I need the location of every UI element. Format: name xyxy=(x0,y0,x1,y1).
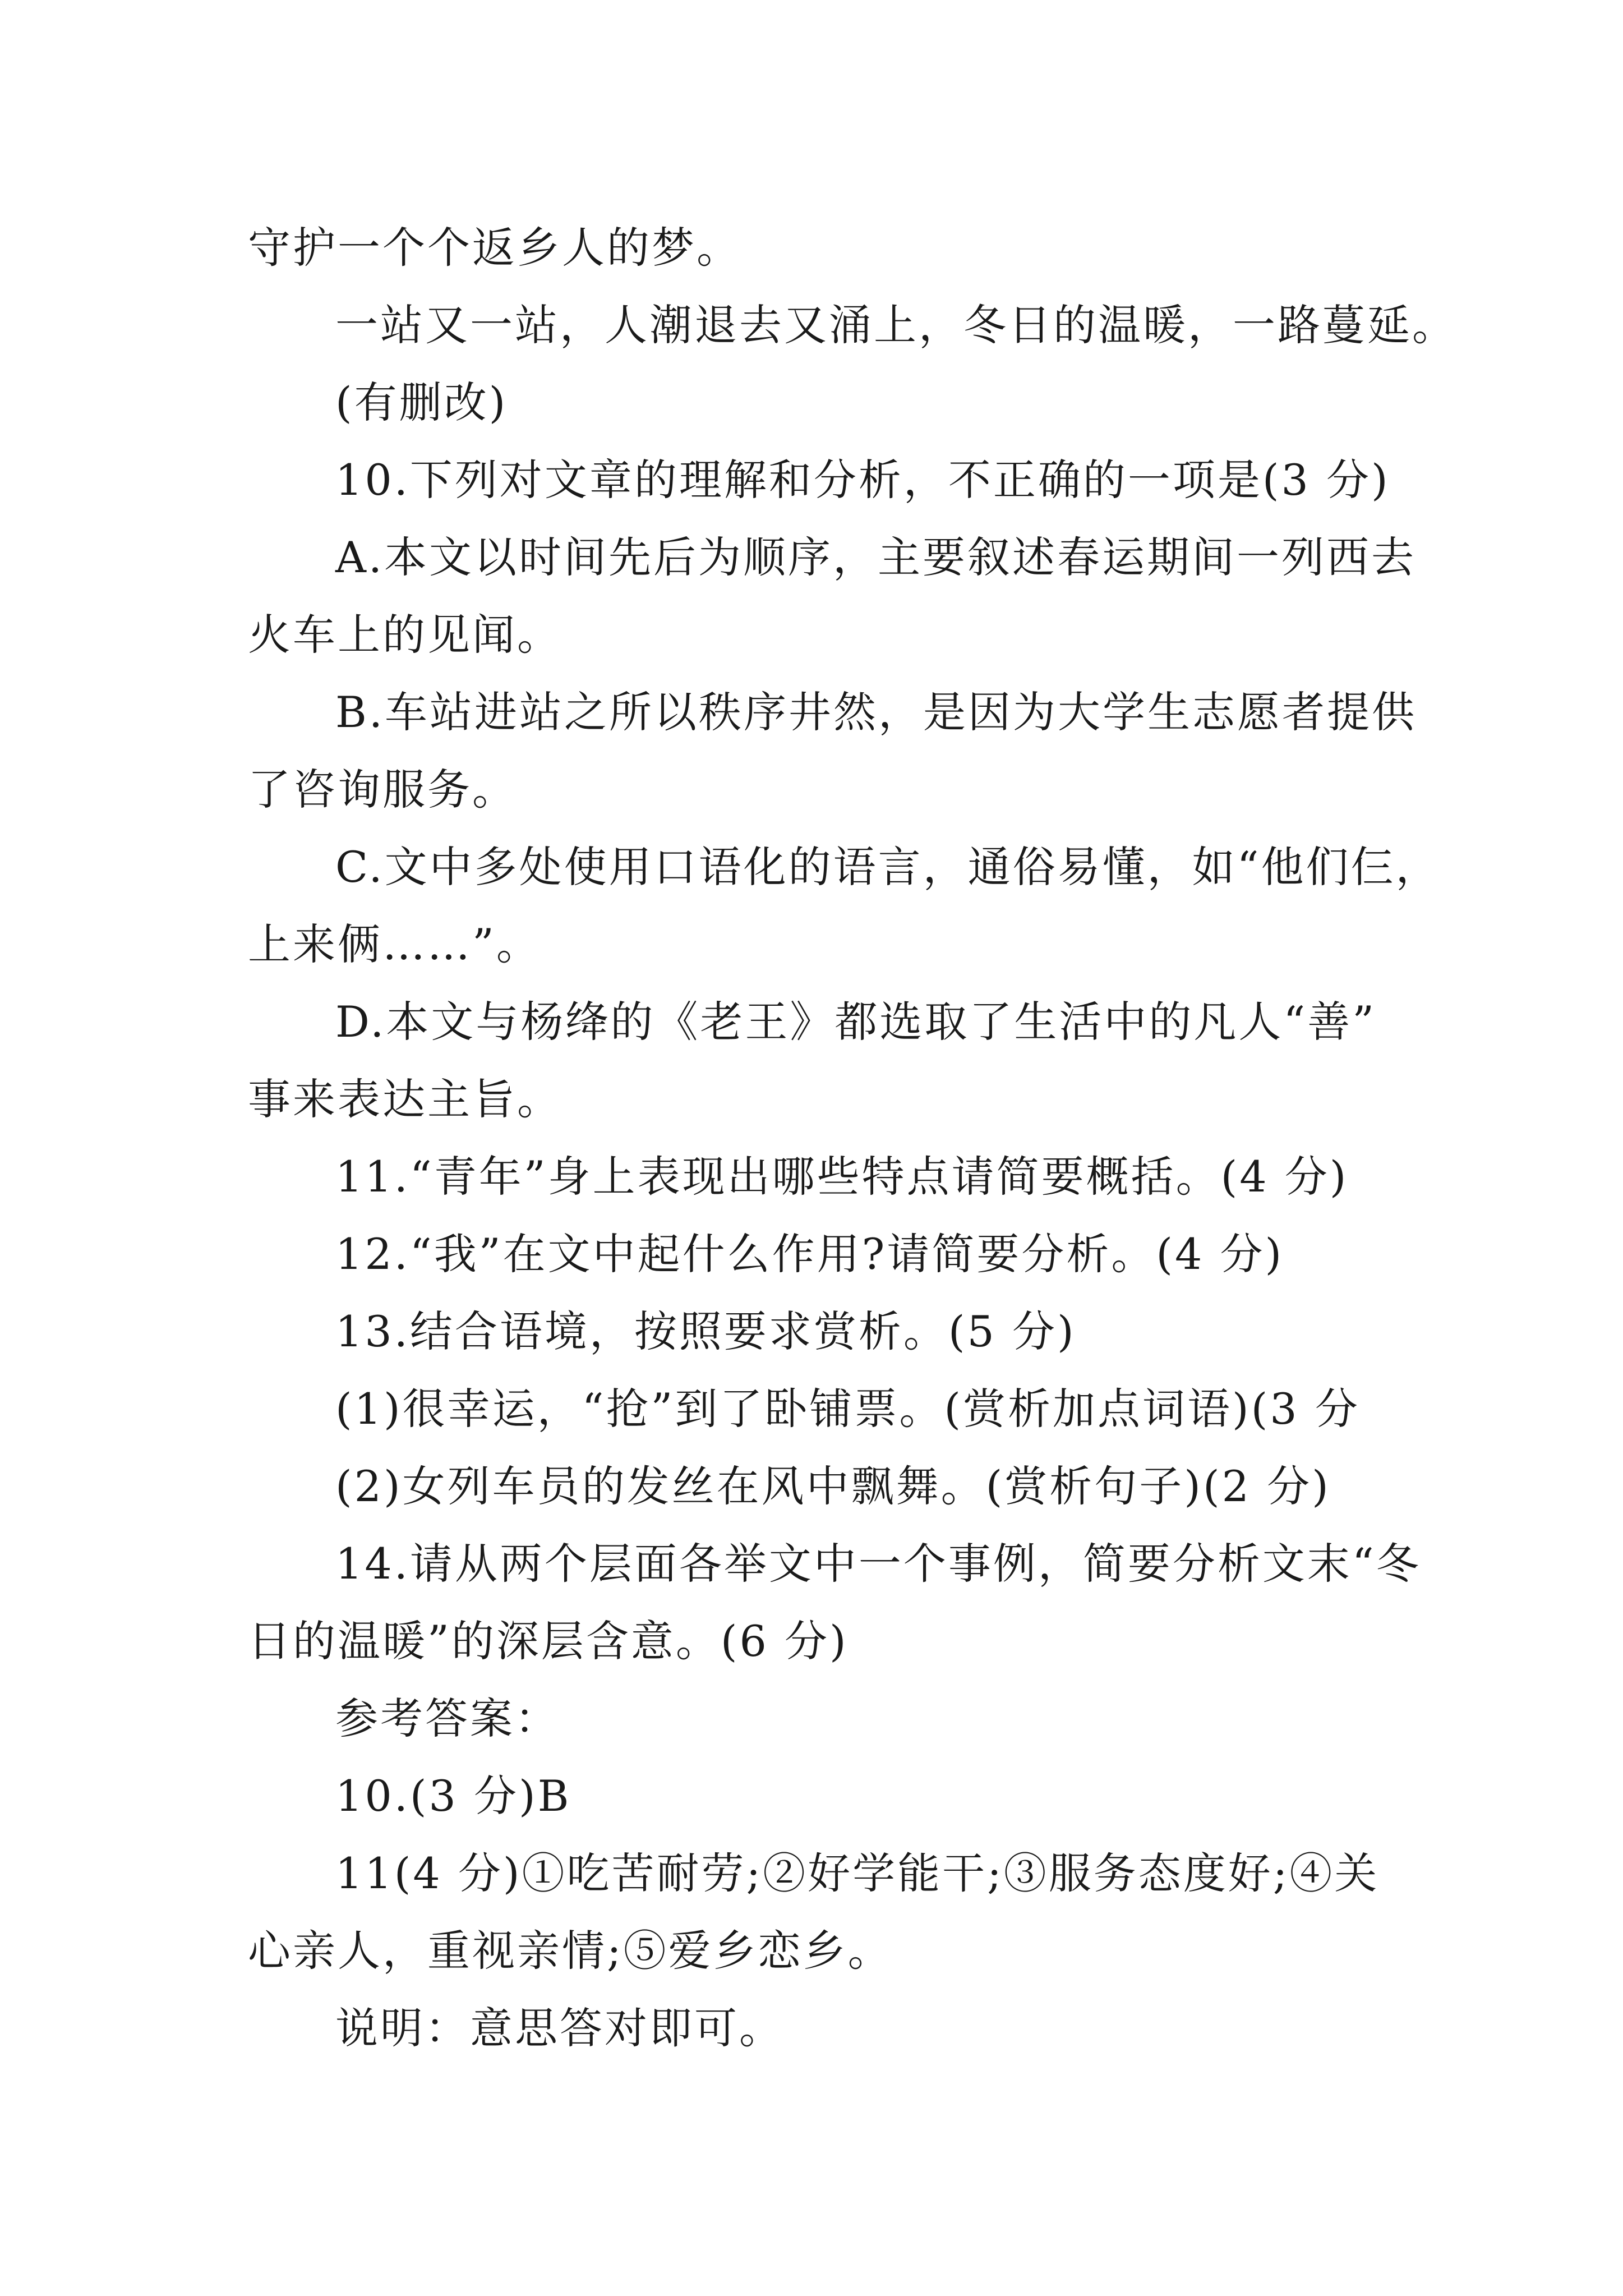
answer-heading: 参考答案： xyxy=(335,1694,560,1743)
answer-11-continued: 心亲人，重视亲情;⑤爱乡恋乡。 xyxy=(248,1926,893,1976)
option-a: A.本文以时间先后为顺序，主要叙述春运期间一列西去 xyxy=(335,532,1417,582)
question-11: 11.“青年”身上表现出哪些特点请简要概括。(4 分) xyxy=(335,1152,1349,1202)
text-line: (有删改) xyxy=(335,378,508,427)
text-line: 守护一个个返乡人的梦。 xyxy=(248,223,741,273)
option-c: C.文中多处使用口语化的语言，通俗易懂，如“他们仨， xyxy=(335,842,1441,892)
answer-10: 10.(3 分)B xyxy=(335,1771,571,1821)
text-line: 一站又一站，人潮退去又涌上，冬日的温暖，一路蔓延。 xyxy=(335,300,1457,350)
option-d-continued: 事来表达主旨。 xyxy=(248,1074,562,1124)
option-a-continued: 火车上的见闻。 xyxy=(248,610,562,660)
option-b-continued: 了咨询服务。 xyxy=(248,765,517,815)
option-d: D.本文与杨绛的《老王》都选取了生活中的凡人“善” xyxy=(335,997,1377,1047)
question-10: 10.下列对文章的理解和分析，不正确的一项是(3 分) xyxy=(335,455,1390,505)
question-14-continued: 日的温暖”的深层含意。(6 分) xyxy=(248,1616,849,1666)
question-12: 12.“我”在文中起什么作用?请简要分析。(4 分) xyxy=(335,1229,1284,1279)
option-c-continued: 上来俩……”。 xyxy=(248,919,541,969)
question-13-part-1: (1)很幸运，“抢”到了卧铺票。(赏析加点词语)(3 分 xyxy=(335,1384,1360,1434)
question-14: 14.请从两个层面各举文中一个事例，简要分析文末“冬 xyxy=(335,1539,1421,1589)
answer-11: 11(4 分)①吃苦耐劳;②好学能干;③服务态度好;④关 xyxy=(335,1848,1380,1898)
question-13-part-2: (2)女列车员的发丝在风中飘舞。(赏析句子)(2 分) xyxy=(335,1461,1331,1511)
option-b: B.车站进站之所以秩序井然，是因为大学生志愿者提供 xyxy=(335,687,1417,737)
answer-note: 说明：意思答对即可。 xyxy=(335,2003,784,2053)
question-13: 13.结合语境，按照要求赏析。(5 分) xyxy=(335,1306,1076,1356)
